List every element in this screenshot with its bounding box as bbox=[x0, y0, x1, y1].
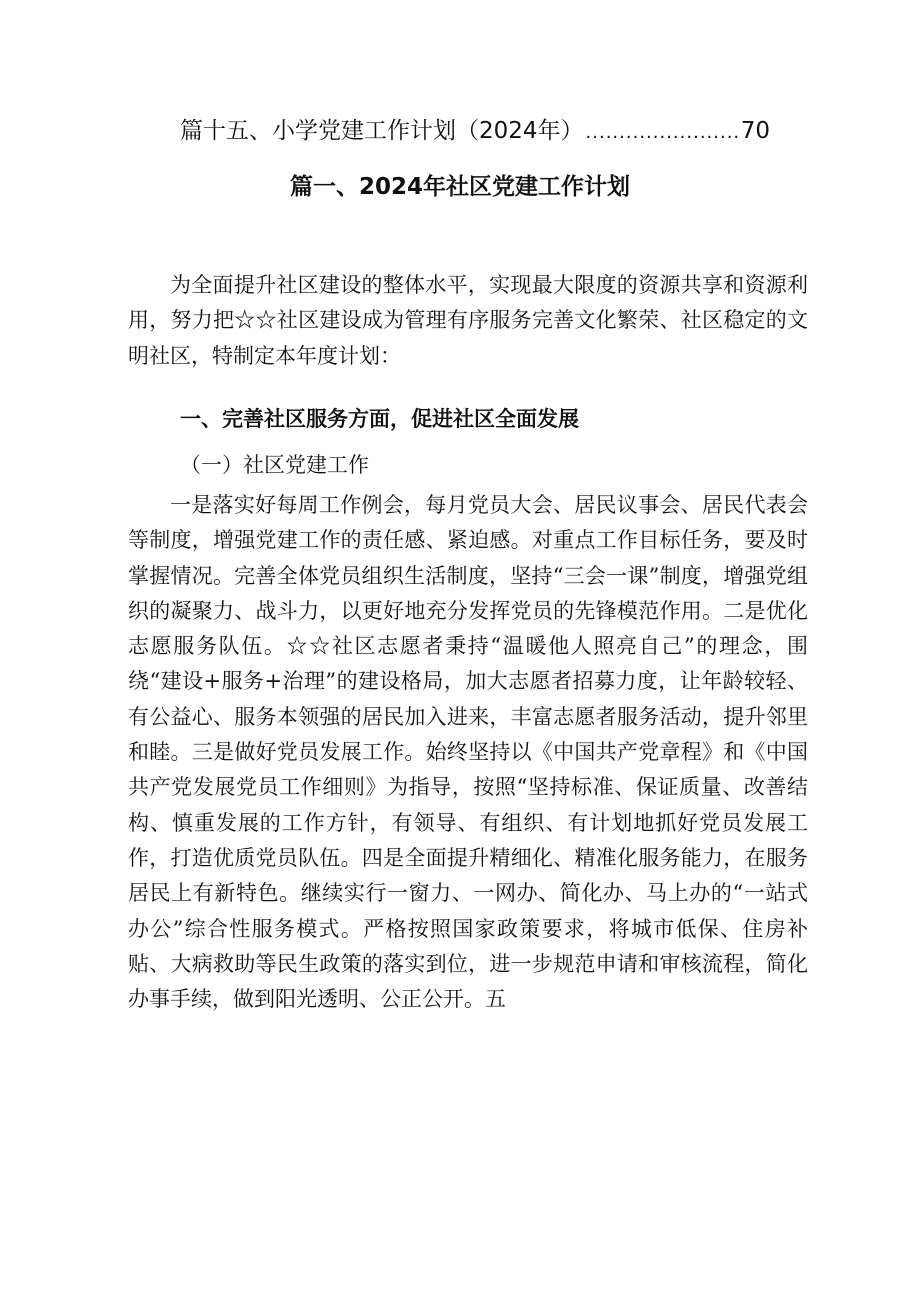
subsection-paragraph: 一是落实好每周工作例会，每月党员大会、居民议事会、居民代表会等制度，增强党建工作的责任感、紧迫感。对重点工作目标任务，要及时掌握情况。完善全体党员组织生活制度，坚持“三会一课”制度，增强党组织的凝聚力、战斗力，以更好地充分发挥党员的先锋模范作用。二是优化志愿服务队伍。☆☆社区志愿者秉持“温暖他人照亮自己”的理念，围绕“建设+服务+治理”的建设格局，加大志愿者招募力度，让年龄较轻、有公益心、服务本领强的居民加入进来，丰富志愿者服务活动，提升邻里和睦。三是做好党员发展工作。始终坚持以《中国共产党章程》和《中国共产党发展党员工作细则》为指导，按照“坚持标准、保证质量、改善结构、慎重发展的工作方针，有领导、有组织、有计划地抓好党员发展工作，打造优质党员队伍。四是全面提升精细化、精准化服务能力，在服务居民上有新特色。继续实行一窗力、一网办、简化办、马上办的“一站式办公”综合性服务模式。严格按照国家政策要求，将城市低保、住房补贴、大病救助等民生政策的落实到位，进一步规范申请和审核流程，简化办事手续，做到阳光透明、公正公开。五 bbox=[128, 493, 808, 1012]
toc-entry-page-number: 70 bbox=[740, 118, 770, 144]
section-heading: 一、完善社区服务方面，促进社区全面发展 bbox=[180, 407, 579, 431]
toc-entry[interactable] bbox=[180, 114, 770, 150]
toc-entry-label: 篇十五、小学党建工作计划（2024年） bbox=[180, 118, 584, 144]
subsection-heading: （一）社区党建工作 bbox=[180, 453, 369, 477]
intro-paragraph: 为全面提升社区建设的整体水平，实现最大限度的资源共享和资源利用，努力把☆☆社区建设成为管理有序服务完善文化繁荣、社区稳定的文明社区，特制定本年度计划： bbox=[128, 273, 808, 368]
toc-leader-dots bbox=[586, 116, 739, 150]
document-title: 篇一、2024年社区党建工作计划 bbox=[289, 174, 630, 200]
